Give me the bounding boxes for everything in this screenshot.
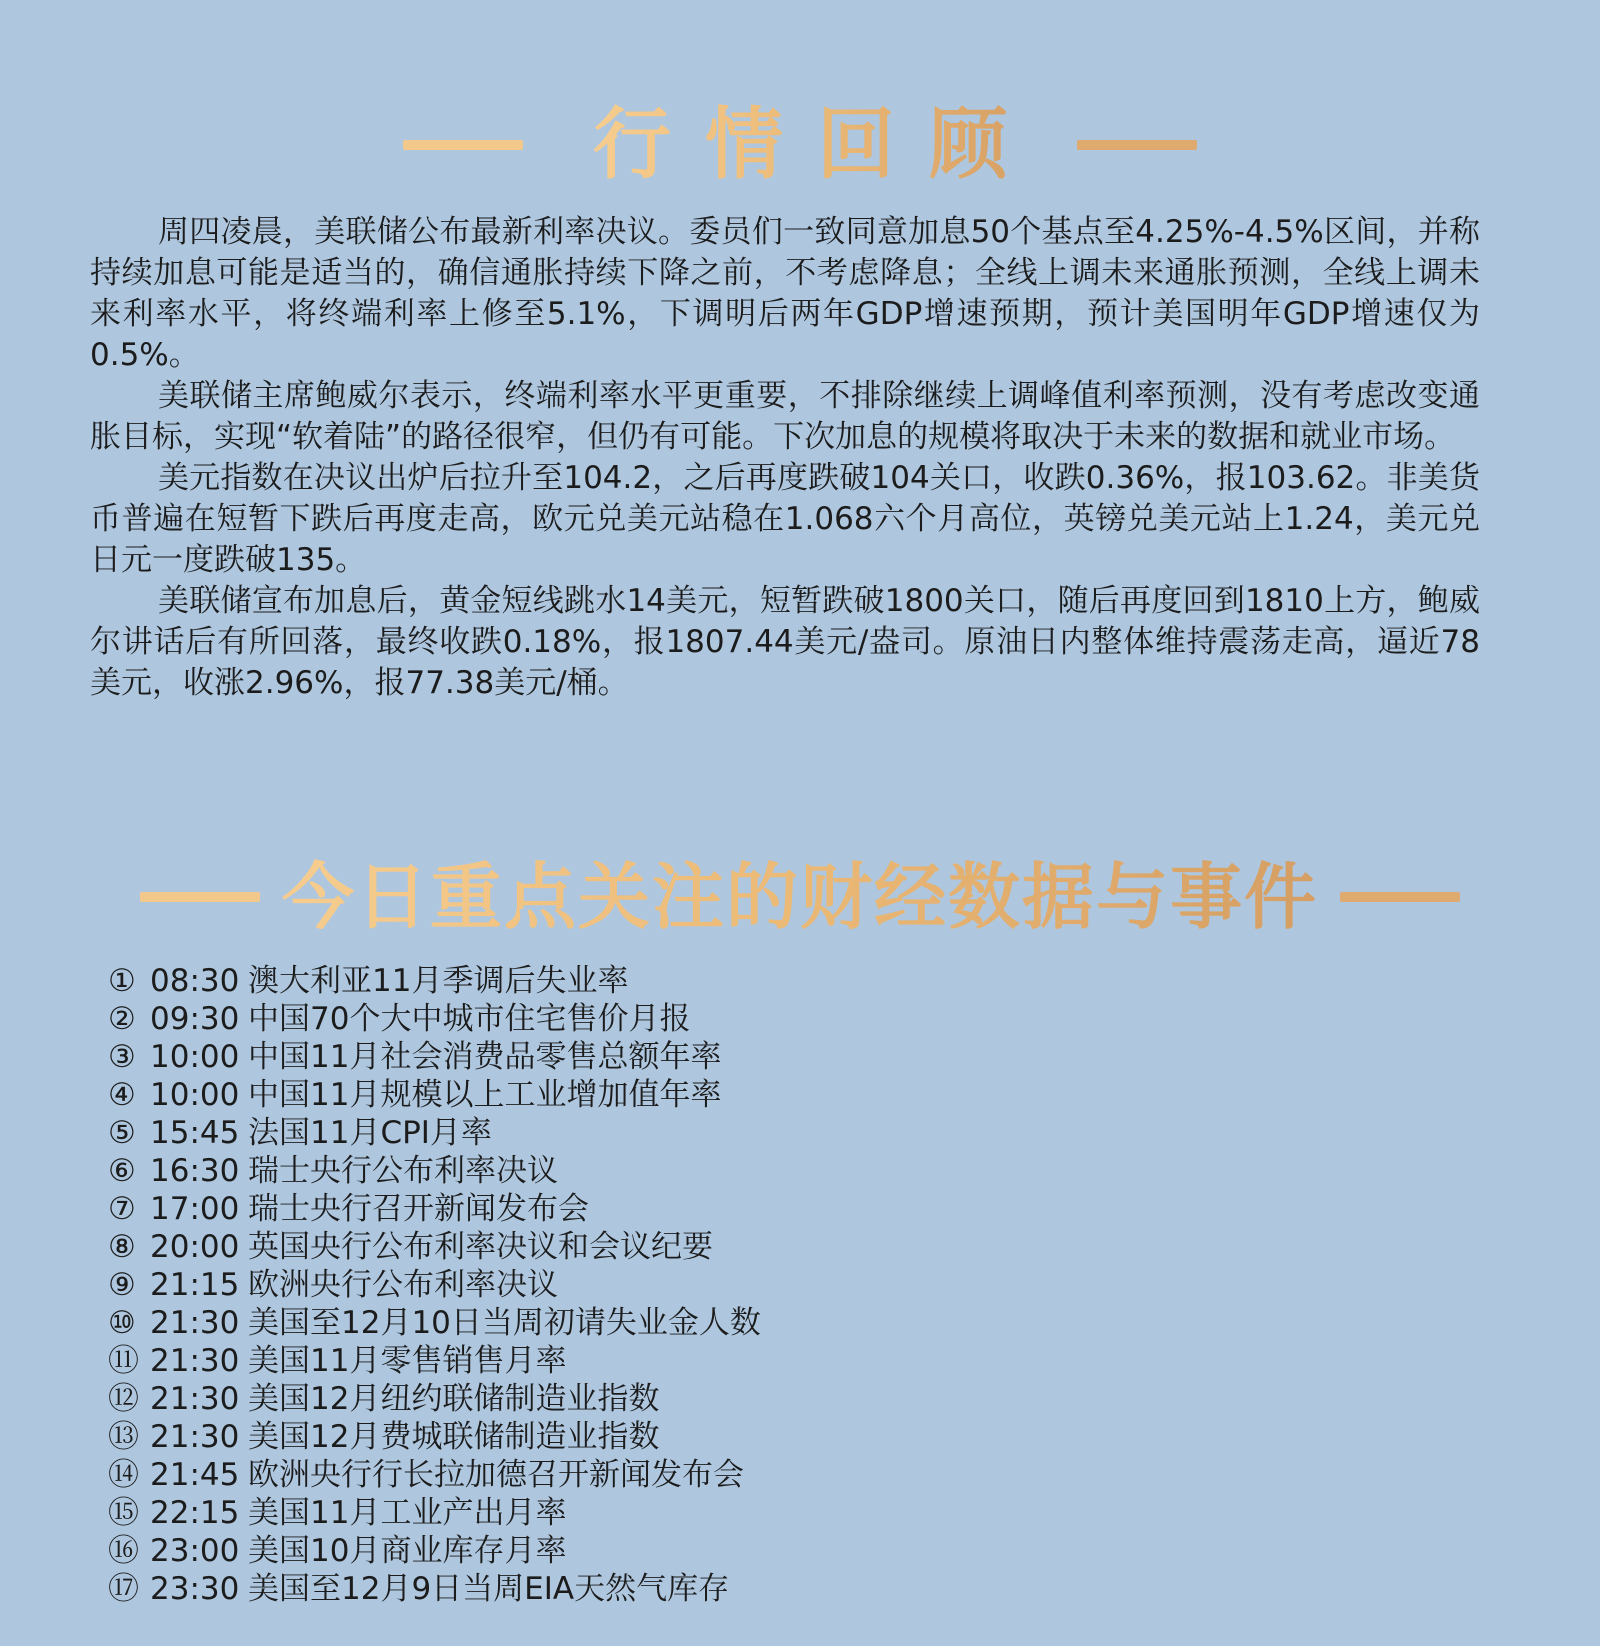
event-text: 瑞士央行公布利率决议 <box>248 1153 558 1189</box>
event-number: ⑭ <box>108 1457 139 1493</box>
event-item <box>108 1076 1008 1114</box>
event-time: 16:30 <box>150 1153 240 1189</box>
review-title-text: 行情回顾 <box>592 100 1041 190</box>
event-item <box>108 1190 1008 1228</box>
event-time: 21:30 <box>150 1381 240 1417</box>
market-review-body <box>90 212 1480 704</box>
event-item <box>108 1228 1008 1266</box>
event-number: ③ <box>108 1039 136 1075</box>
event-time: 09:30 <box>150 1001 240 1037</box>
review-paragraph: 美联储宣布加息后，黄金短线跳水14美元，短暂跌破1800关口，随后再度回到1810上方，鲍威尔讲话后有所回落，最终收跌0.18%，报1807.44美元/盎司。原油日内整体维持震荡走高，逼近78美元，收涨2.96%，报77.38美元/桶。 <box>90 583 1480 701</box>
event-time: 21:30 <box>150 1419 240 1455</box>
event-time: 21:15 <box>150 1267 240 1303</box>
event-text: 美国至12月10日当周初请失业金人数 <box>248 1305 761 1341</box>
event-time: 22:15 <box>150 1495 240 1531</box>
events-section-title <box>0 852 1600 942</box>
event-item <box>108 1570 1008 1608</box>
title-dash-right <box>1077 140 1197 150</box>
event-time: 21:30 <box>150 1305 240 1341</box>
event-time: 23:30 <box>150 1571 240 1607</box>
review-paragraph: 周四凌晨，美联储公布最新利率决议。委员们一致同意加息50个基点至4.25%-4.5%区间，并称持续加息可能是适当的，确信通胀持续下降之前，不考虑降息；全线上调未来通胀预测，全线上调未来利率水平，将终端利率上修至5.1%，下调明后两年GDP增速预期，预计美国明年GDP增速仅为0.5%。 <box>90 214 1480 373</box>
event-number: ⑩ <box>108 1305 136 1341</box>
event-time: 20:00 <box>150 1229 240 1265</box>
event-text: 美国10月商业库存月率 <box>248 1533 567 1569</box>
event-number: ⑦ <box>108 1191 136 1227</box>
event-item <box>108 1456 1008 1494</box>
title-dash-right <box>1340 892 1460 902</box>
event-time: 10:00 <box>150 1077 240 1113</box>
event-time: 21:45 <box>150 1457 240 1493</box>
event-text: 欧洲央行行长拉加德召开新闻发布会 <box>248 1457 744 1493</box>
events-list <box>108 962 1008 1608</box>
event-number: ⑤ <box>108 1115 136 1151</box>
event-item <box>108 1152 1008 1190</box>
event-time: 21:30 <box>150 1343 240 1379</box>
event-time: 08:30 <box>150 963 240 999</box>
event-number: ⑯ <box>108 1533 139 1569</box>
title-dash-left <box>140 892 260 902</box>
review-section-title <box>0 100 1600 190</box>
event-text: 美国12月费城联储制造业指数 <box>248 1419 660 1455</box>
event-text: 美国12月纽约联储制造业指数 <box>248 1381 660 1417</box>
event-text: 中国11月社会消费品零售总额年率 <box>248 1039 722 1075</box>
review-paragraph: 美联储主席鲍威尔表示，终端利率水平更重要，不排除继续上调峰值利率预测，没有考虑改变通胀目标，实现“软着陆”的路径很窄，但仍有可能。下次加息的规模将取决于未来的数据和就业市场。 <box>90 378 1480 455</box>
event-time: 15:45 <box>150 1115 240 1151</box>
event-number: ⑰ <box>108 1571 139 1607</box>
event-item <box>108 1380 1008 1418</box>
event-item <box>108 1266 1008 1304</box>
event-item <box>108 1114 1008 1152</box>
event-text: 欧洲央行公布利率决议 <box>248 1267 558 1303</box>
event-item <box>108 1418 1008 1456</box>
event-number: ⑪ <box>108 1343 139 1379</box>
event-item <box>108 1342 1008 1380</box>
event-text: 美国至12月9日当周EIA天然气库存 <box>248 1571 730 1607</box>
event-text: 法国11月CPI月率 <box>248 1115 492 1151</box>
event-text: 美国11月工业产出月率 <box>248 1495 567 1531</box>
events-title-text: 今日重点关注的财经数据与事件 <box>282 852 1318 942</box>
event-item <box>108 1304 1008 1342</box>
event-number: ⑮ <box>108 1495 139 1531</box>
event-number: ① <box>108 963 136 999</box>
event-time: 10:00 <box>150 1039 240 1075</box>
event-number: ② <box>108 1001 136 1037</box>
event-number: ⑧ <box>108 1229 136 1265</box>
event-number: ⑫ <box>108 1381 139 1417</box>
event-item <box>108 1494 1008 1532</box>
event-number: ⑨ <box>108 1267 136 1303</box>
event-item <box>108 1532 1008 1570</box>
event-number: ⑥ <box>108 1153 136 1189</box>
event-text: 中国11月规模以上工业增加值年率 <box>248 1077 722 1113</box>
event-time: 23:00 <box>150 1533 240 1569</box>
review-paragraph: 美元指数在决议出炉后拉升至104.2，之后再度跌破104关口，收跌0.36%，报103.62。非美货币普遍在短暂下跌后再度走高，欧元兑美元站稳在1.068六个月高位，英镑兑美元站上1.24，美元兑日元一度跌破135。 <box>90 460 1480 578</box>
event-text: 美国11月零售销售月率 <box>248 1343 567 1379</box>
event-time: 17:00 <box>150 1191 240 1227</box>
title-dash-left <box>403 140 523 150</box>
event-number: ④ <box>108 1077 136 1113</box>
event-text: 英国央行公布利率决议和会议纪要 <box>248 1229 713 1265</box>
event-number: ⑬ <box>108 1419 139 1455</box>
event-text: 澳大利亚11月季调后失业率 <box>248 963 629 999</box>
event-item <box>108 1038 1008 1076</box>
event-text: 瑞士央行召开新闻发布会 <box>248 1191 589 1227</box>
event-item <box>108 962 1008 1000</box>
event-text: 中国70个大中城市住宅售价月报 <box>248 1001 691 1037</box>
event-item <box>108 1000 1008 1038</box>
